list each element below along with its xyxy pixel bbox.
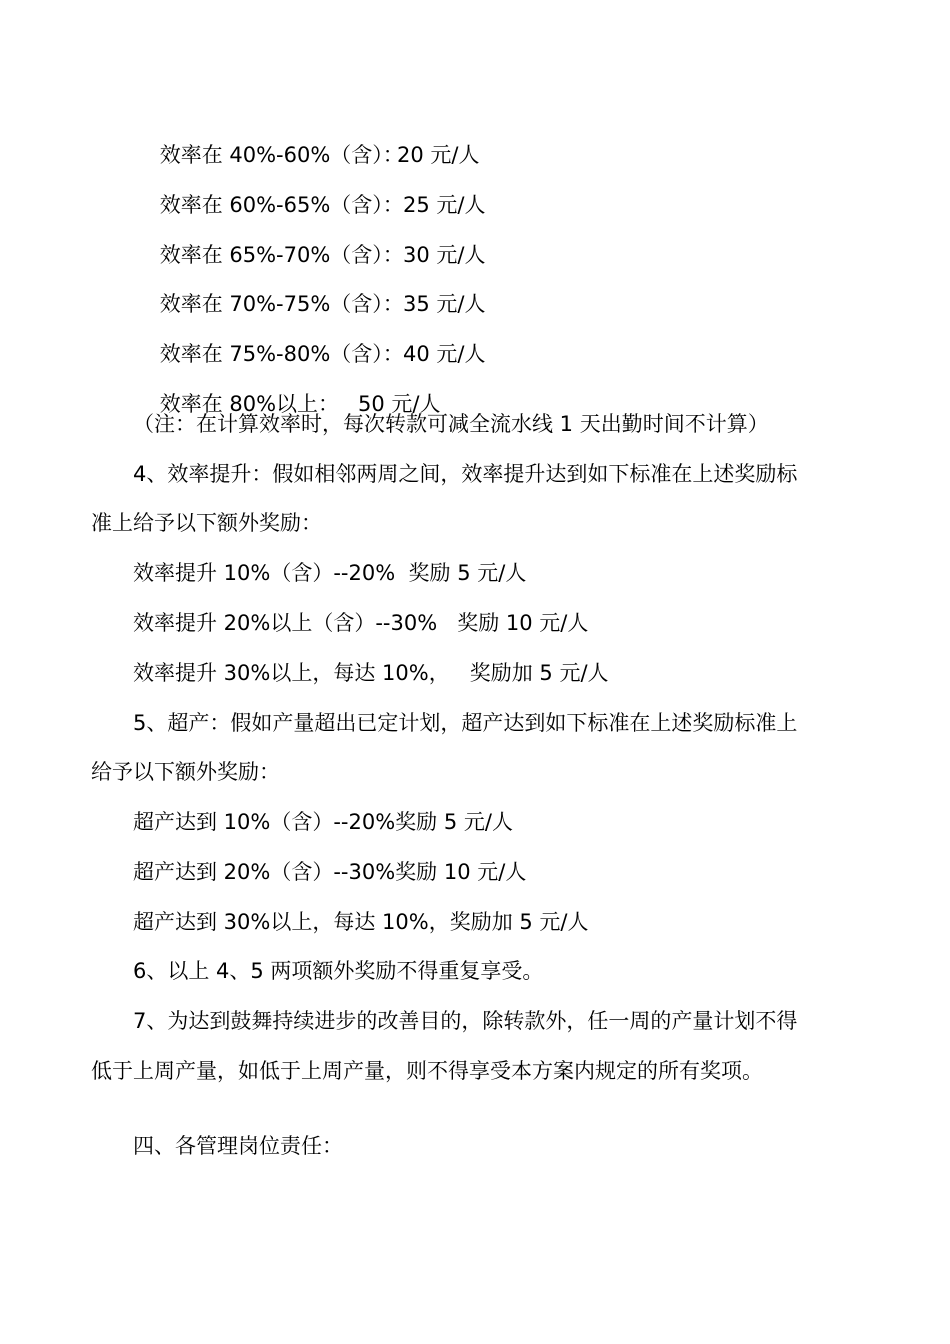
tier-amount: 30 元/人 (403, 243, 486, 267)
tier-amount: 35 元/人 (403, 292, 486, 316)
item5-row-3: 超产达到 30%以上，每达 10%，奖励加 5 元/人 (133, 910, 589, 934)
item4-row-1: 效率提升 10%（含）--20% 奖励 5 元/人 (133, 561, 527, 585)
tier-label: 效率在 70%-75%（含）： (159, 292, 404, 316)
tier-amount: 20 元/人 (397, 143, 480, 167)
item5-line2: 给予以下额外奖励： (91, 760, 280, 784)
item4-row-2: 效率提升 20%以上（含）--30% 奖励 10 元/人 (133, 611, 589, 635)
tier-amount: 50 元/人 (358, 392, 441, 416)
item4-row-3: 效率提升 30%以上，每达 10%， 奖励加 5 元/人 (133, 661, 609, 685)
item7-line1: 7、为达到鼓舞持续进步的改善目的，除转款外，任一周的产量计划不得 (133, 1009, 798, 1033)
tier-label: 效率在 75%-80%（含）： (159, 342, 404, 366)
tier-label: 效率在 80%以上： (159, 392, 340, 416)
item5-line1: 5、超产：假如产量超出已定计划，超产达到如下标准在上述奖励标准上 (133, 711, 798, 735)
tier-amount: 25 元/人 (403, 193, 486, 217)
tier-label: 效率在 40%-60%（含）： (159, 143, 404, 167)
item4-line1: 4、效率提升：假如相邻两周之间，效率提升达到如下标准在上述奖励标 (133, 462, 798, 486)
item7-line2: 低于上周产量，如低于上周产量，则不得享受本方案内规定的所有奖项。 (91, 1059, 763, 1083)
tier-label: 效率在 65%-70%（含）： (159, 243, 404, 267)
item5-row-1: 超产达到 10%（含）--20%奖励 5 元/人 (133, 810, 513, 834)
item5-row-2: 超产达到 20%（含）--30%奖励 10 元/人 (133, 860, 527, 884)
item6: 6、以上 4、5 两项额外奖励不得重复享受。 (133, 959, 544, 983)
section4-heading: 四、各管理岗位责任： (133, 1134, 343, 1158)
item4-line2: 准上给予以下额外奖励： (91, 511, 322, 535)
tier-amount: 40 元/人 (403, 342, 486, 366)
efficiency-note: （注：在计算效率时，每次转款可减全流水线 1 天出勤时间不计算） (133, 412, 769, 436)
tier-label: 效率在 60%-65%（含）： (159, 193, 404, 217)
